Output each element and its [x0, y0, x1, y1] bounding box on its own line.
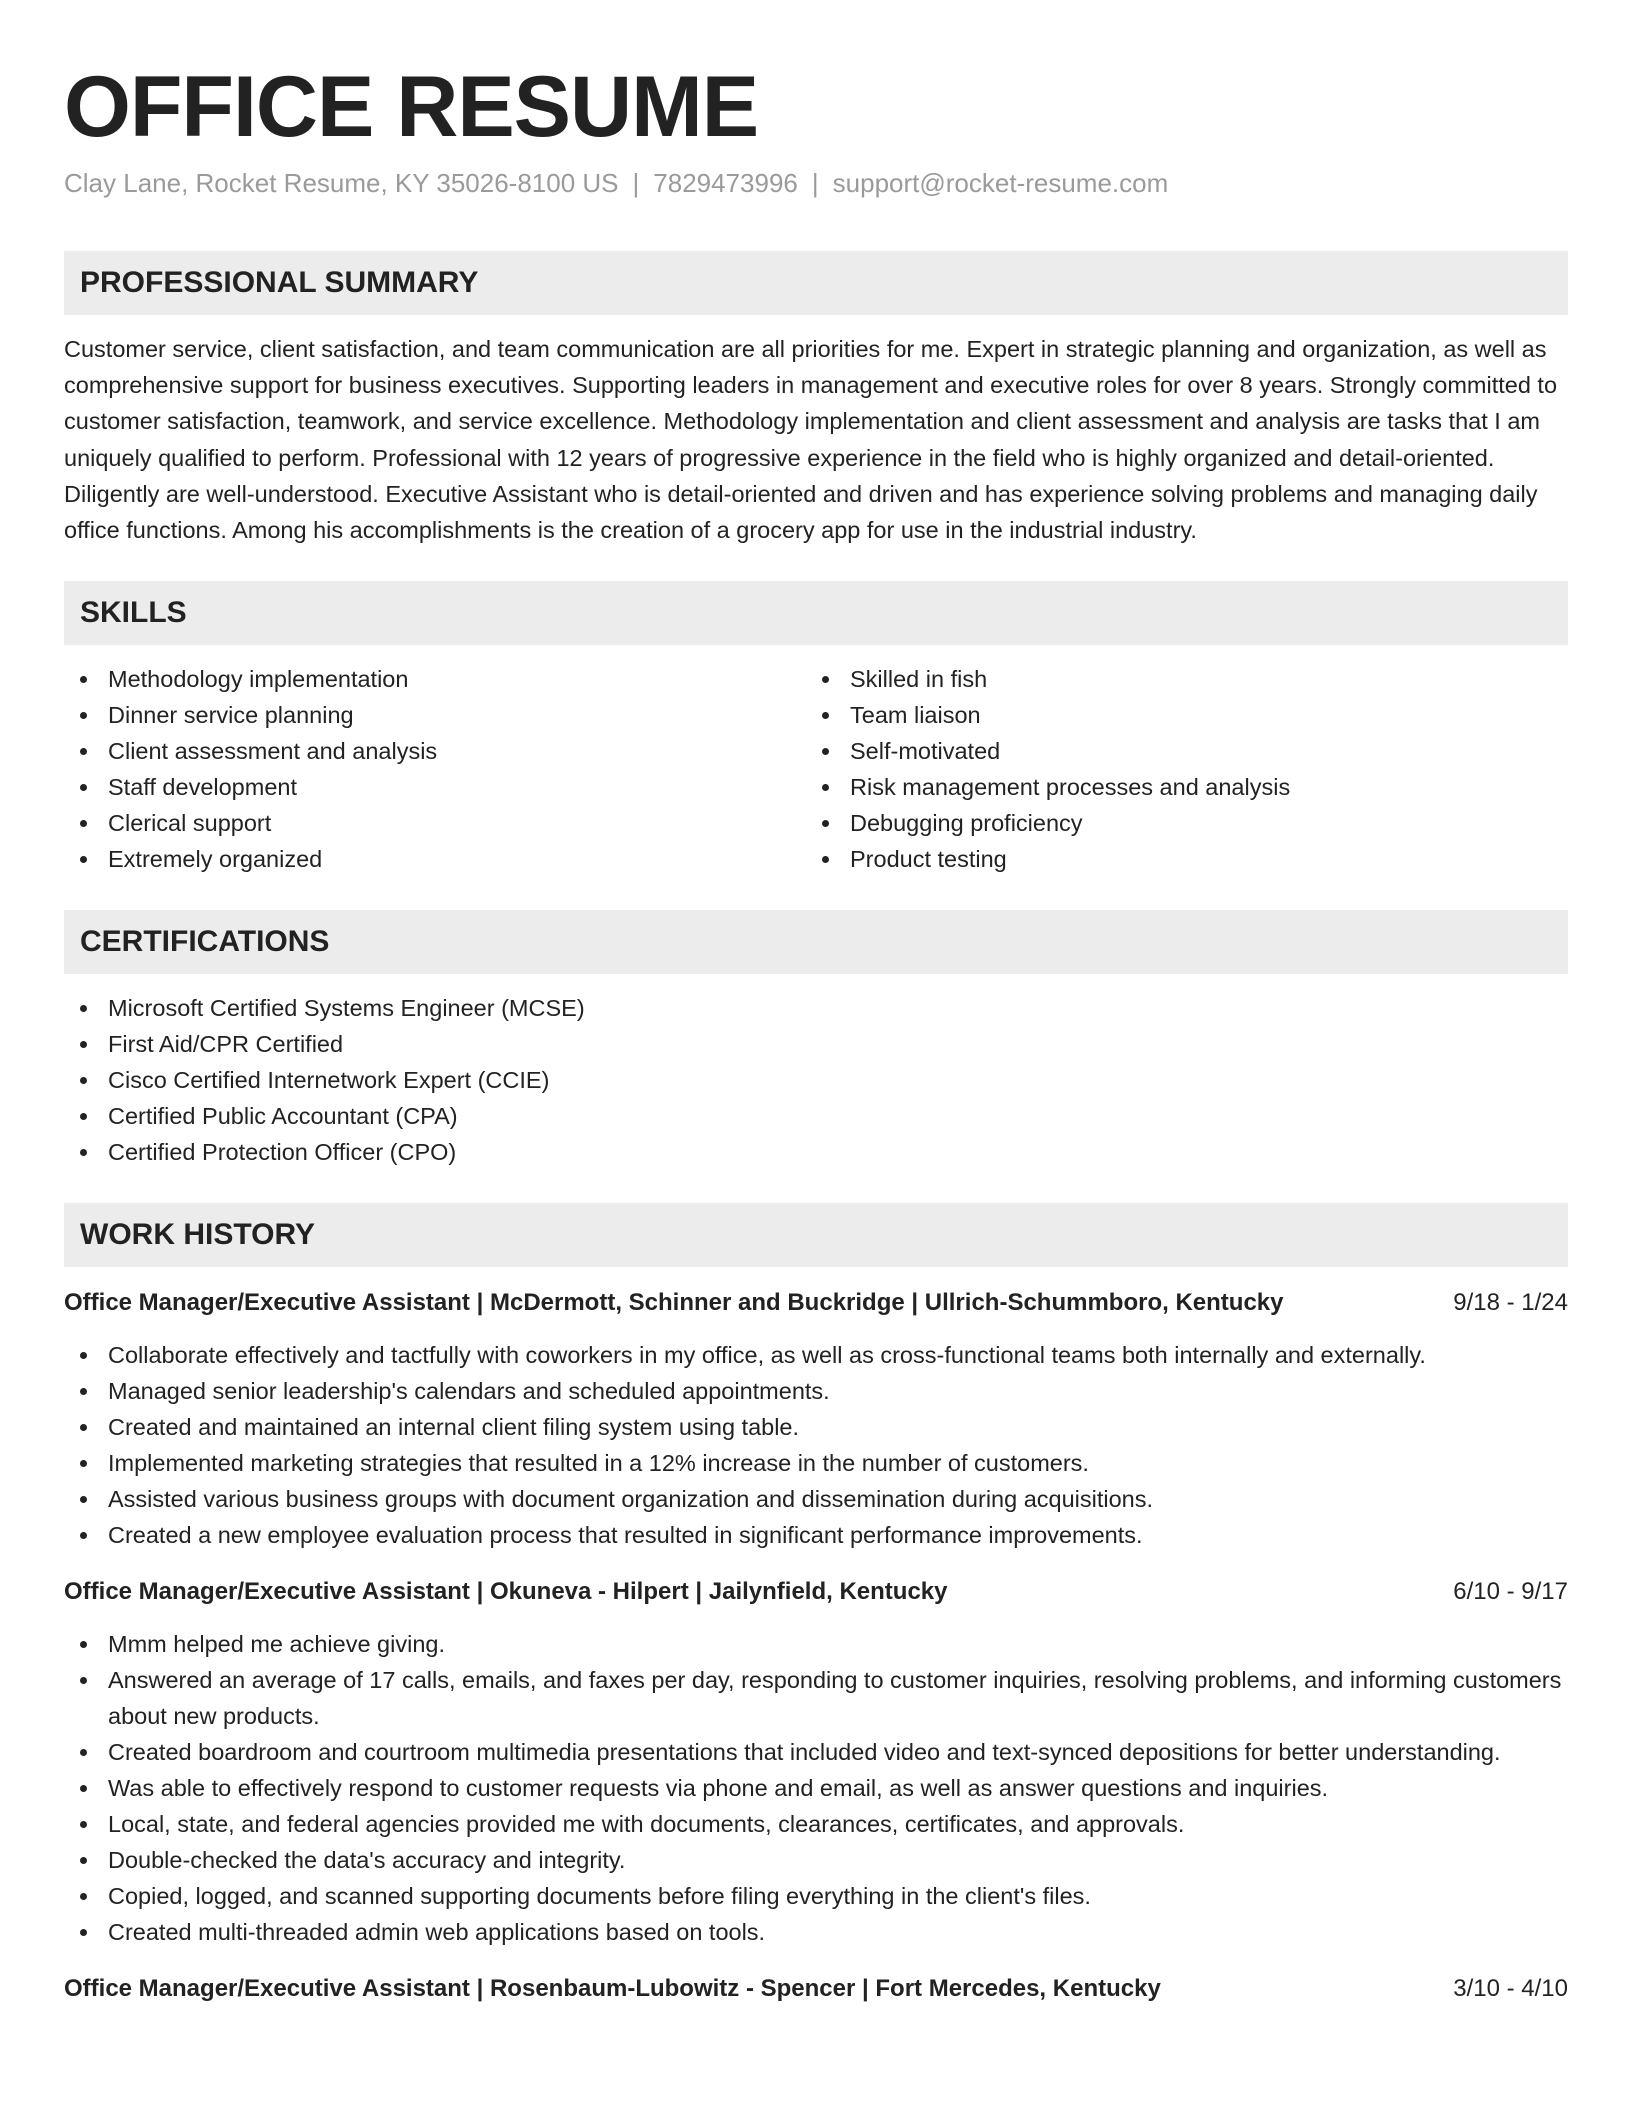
skill-item: Client assessment and analysis [64, 733, 806, 769]
job-duty-item: Assisted various business groups with document organization and dissemination during acquisitions. [64, 1481, 1568, 1517]
skills-list-left [64, 661, 806, 877]
job-duty-item: Created and maintained an internal client filing system using table. [64, 1409, 1568, 1445]
job-duty-item: Implemented marketing strategies that resulted in a 12% increase in the number of customers. [64, 1445, 1568, 1481]
skill-item: Skilled in fish [806, 661, 1548, 697]
certification-item: Cisco Certified Internetwork Expert (CCIE) [64, 1062, 1568, 1098]
job-duty-item: Created boardroom and courtroom multimedia presentations that included video and text-synced depositions for better understanding. [64, 1734, 1568, 1770]
skill-item: Product testing [806, 841, 1548, 877]
job-duty-item: Answered an average of 17 calls, emails, and faxes per day, responding to customer inquiries, resolving problems, and informing customers about new products. [64, 1662, 1568, 1734]
job-duty-item: Local, state, and federal agencies provided me with documents, clearances, certificates, and approvals. [64, 1806, 1568, 1842]
certifications-heading: CERTIFICATIONS [64, 910, 1568, 974]
contact-separator: | [632, 168, 640, 199]
skill-item: Extremely organized [64, 841, 806, 877]
work-history-heading: WORK HISTORY [64, 1203, 1568, 1267]
job-duty-item: Created a new employee evaluation process that resulted in significant performance improvements. [64, 1517, 1568, 1553]
certification-item: Certified Protection Officer (CPO) [64, 1134, 1568, 1170]
certifications-list [64, 990, 1568, 1170]
skill-item: Risk management processes and analysis [806, 769, 1548, 805]
job-duties-list [64, 1626, 1568, 1950]
job-duty-item: Mmm helped me achieve giving. [64, 1626, 1568, 1662]
address-text: Clay Lane, Rocket Resume, KY 35026-8100 US [64, 168, 619, 199]
job-entry [64, 1574, 1568, 1950]
job-dates: 6/10 - 9/17 [1453, 1578, 1568, 1606]
job-duty-item: Collaborate effectively and tactfully with coworkers in my office, as well as cross-functional teams both internally and externally. [64, 1337, 1568, 1373]
skill-item: Dinner service planning [64, 697, 806, 733]
skills-heading: SKILLS [64, 581, 1568, 645]
skills-columns [64, 661, 1568, 877]
job-duty-item: Double-checked the data's accuracy and integrity. [64, 1842, 1568, 1878]
summary-heading: PROFESSIONAL SUMMARY [64, 251, 1568, 315]
skill-item: Staff development [64, 769, 806, 805]
skills-list-right [806, 661, 1548, 877]
certification-item: Microsoft Certified Systems Engineer (MCSE) [64, 990, 1568, 1026]
job-duty-item: Copied, logged, and scanned supporting documents before filing everything in the client's files. [64, 1878, 1568, 1914]
job-title: Office Manager/Executive Assistant | Okuneva - Hilpert | Jailynfield, Kentucky [64, 1578, 948, 1606]
job-header [64, 1971, 1568, 2007]
job-dates: 3/10 - 4/10 [1453, 1975, 1568, 2003]
job-entry [64, 1971, 1568, 2007]
skill-item: Self-motivated [806, 733, 1548, 769]
contact-separator: | [811, 168, 819, 199]
skill-item: Methodology implementation [64, 661, 806, 697]
skill-item: Debugging proficiency [806, 805, 1548, 841]
certification-item: Certified Public Accountant (CPA) [64, 1098, 1568, 1134]
job-entry [64, 1285, 1568, 1553]
job-dates: 9/18 - 1/24 [1453, 1289, 1568, 1317]
phone-text: 7829473996 [653, 168, 798, 199]
resume-page [64, 0, 1568, 2007]
job-duties-list [64, 1337, 1568, 1553]
email-text: support@rocket-resume.com [832, 168, 1169, 199]
summary-text: Customer service, client satisfaction, and team communication are all priorities for me. Expert in strategic planning and organization, as well as comprehensive support for business executives. Supporting leaders in management and executive roles for over 8 years. Strongly committed to customer satisfaction, teamwork, and service excellence. Methodology implementation and client assessment and analysis are tasks that I am uniquely qualified to perform. Professional with 12 years of progressive experience in the field who is highly organized and detail-oriented. Diligently are well-understood. Executive Assistant who is detail-oriented and driven and has experience solving problems and managing daily office functions. Among his accomplishments is the creation of a grocery app for use in the industrial industry. [64, 335, 1558, 543]
job-duty-item: Managed senior leadership's calendars and scheduled appointments. [64, 1373, 1568, 1409]
certification-item: First Aid/CPR Certified [64, 1026, 1568, 1062]
resume-title: OFFICE RESUME [64, 59, 759, 155]
job-title: Office Manager/Executive Assistant | Rosenbaum-Lubowitz - Spencer | Fort Mercedes, Kentucky [64, 1975, 1161, 2003]
job-duty-item: Created multi-threaded admin web applications based on tools. [64, 1914, 1568, 1950]
job-duty-item: Was able to effectively respond to customer requests via phone and email, as well as answer questions and inquiries. [64, 1770, 1568, 1806]
job-header [64, 1574, 1568, 1610]
skill-item: Clerical support [64, 805, 806, 841]
job-header [64, 1285, 1568, 1321]
job-title: Office Manager/Executive Assistant | McDermott, Schinner and Buckridge | Ullrich-Schummboro, Kentucky [64, 1289, 1284, 1317]
skill-item: Team liaison [806, 697, 1548, 733]
contact-line [64, 167, 1568, 201]
